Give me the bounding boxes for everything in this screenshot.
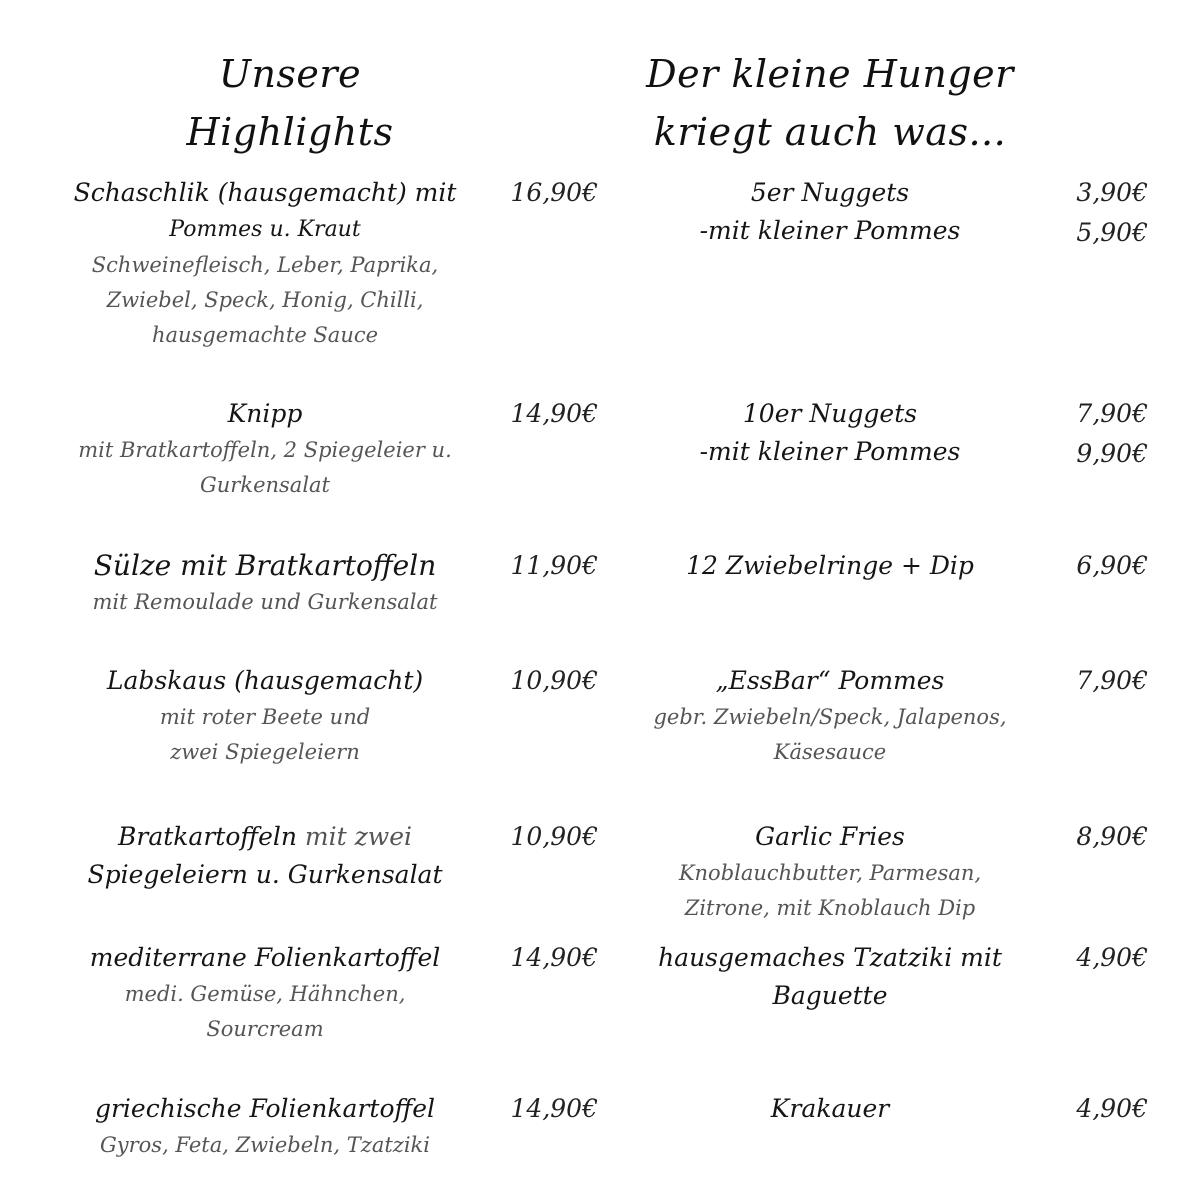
- menu-item-price: 3,90€: [1076, 178, 1148, 207]
- menu-item-garlic-fries: [620, 818, 1040, 926]
- menu-item-tzatziki: [620, 939, 1040, 1015]
- menu-item-description: Gyros, Feta, Zwiebeln, Tzatziki: [99, 1133, 431, 1157]
- heading-line: Unsere: [218, 52, 362, 96]
- menu-item-name: 10er Nuggets -mit kleiner Pommes: [699, 399, 961, 466]
- menu-item-description: mit Bratkartoffeln, 2 Spiegeleier u. Gurkensalat: [78, 438, 452, 497]
- menu-item-description: Schweinefleisch, Leber, Paprika, Zwiebel, Speck, Honig, Chilli, hausgemachte Sauce: [91, 253, 439, 347]
- menu-item-name: 5er Nuggets -mit kleiner Pommes: [699, 178, 961, 245]
- menu-item-bratkartoffeln: [40, 818, 490, 894]
- menu-item-description: mit Remoulade und Gurkensalat: [92, 590, 438, 614]
- menu-item-price: 4,90€: [1076, 943, 1148, 972]
- menu-item-price: 8,90€: [1076, 822, 1148, 851]
- menu-item-mediterrane-folienkartoffel: [40, 939, 490, 1047]
- menu-item-price: 14,90€: [510, 1094, 598, 1123]
- menu-item-labskaus: [40, 662, 490, 770]
- menu-item-name: mediterrane Folienkartoffel: [89, 943, 441, 972]
- menu-item-description: gebr. Zwiebeln/Speck, Jalapenos, Käsesauce: [653, 705, 1007, 764]
- menu-item-price: 4,90€: [1076, 1094, 1148, 1123]
- menu-item-price: 10,90€: [510, 822, 598, 851]
- menu-item-5er-nuggets: [620, 174, 1040, 250]
- menu-item-price: 11,90€: [510, 551, 598, 580]
- menu-item-name: „EssBar“ Pommes: [715, 666, 945, 695]
- menu-item-griechische-folienkartoffel: [40, 1090, 490, 1163]
- menu-item-description: Knoblauchbutter, Parmesan, Zitrone, mit Knoblauch Dip: [678, 861, 982, 920]
- menu-item-knipp: [40, 395, 490, 503]
- menu-item-10er-nuggets: [620, 395, 1040, 471]
- menu-item-name: Schaschlik (hausgemacht) mit Pommes u. Kraut: [73, 178, 457, 242]
- menu-item-price: 7,90€: [1076, 666, 1148, 695]
- menu-item-name: griechische Folienkartoffel: [94, 1094, 436, 1123]
- menu-item-name: 12 Zwiebelringe + Dip: [686, 551, 974, 580]
- menu-item-price: 14,90€: [510, 943, 598, 972]
- menu-item-price: 10,90€: [510, 666, 598, 695]
- menu-item-zwiebelringe: [620, 547, 1040, 585]
- right-column-heading: [610, 45, 1050, 161]
- menu-item-description: medi. Gemüse, Hähnchen, Sourcream: [124, 982, 406, 1041]
- menu-item-name: Knipp: [227, 399, 303, 428]
- menu-item-name: Garlic Fries: [755, 822, 905, 851]
- menu-item-price: 7,90€: [1076, 399, 1148, 428]
- menu-item-price: 14,90€: [510, 399, 598, 428]
- menu-item-name: Labskaus (hausgemacht): [106, 666, 424, 695]
- menu-item-price: 6,90€: [1076, 551, 1148, 580]
- menu-item-suelze: [40, 547, 490, 620]
- menu-item-price: 5,90€: [1076, 218, 1148, 247]
- menu-item-krakauer: [620, 1090, 1040, 1128]
- menu-item-name: Bratkartoffeln mit zwei Spiegeleiern u. Gurkensalat: [87, 822, 443, 889]
- menu-item-name: hausgemaches Tzatziki mit Baguette: [658, 943, 1002, 1010]
- menu-item-name: Krakauer: [770, 1094, 890, 1123]
- heading-line: Der kleine Hunger: [646, 52, 1014, 96]
- menu-item-price: 16,90€: [510, 178, 598, 207]
- menu-item-name: Sülze mit Bratkartoffeln: [93, 549, 437, 582]
- menu-item-price: 9,90€: [1076, 439, 1148, 468]
- left-column-heading: [140, 45, 440, 161]
- menu-item-schaschlik: [40, 174, 490, 353]
- menu-item-description: mit roter Beete und zwei Spiegeleiern: [159, 705, 371, 764]
- menu-item-essbar-pommes: [620, 662, 1040, 770]
- heading-line: Highlights: [186, 110, 394, 154]
- heading-line: kriegt auch was...: [653, 110, 1007, 154]
